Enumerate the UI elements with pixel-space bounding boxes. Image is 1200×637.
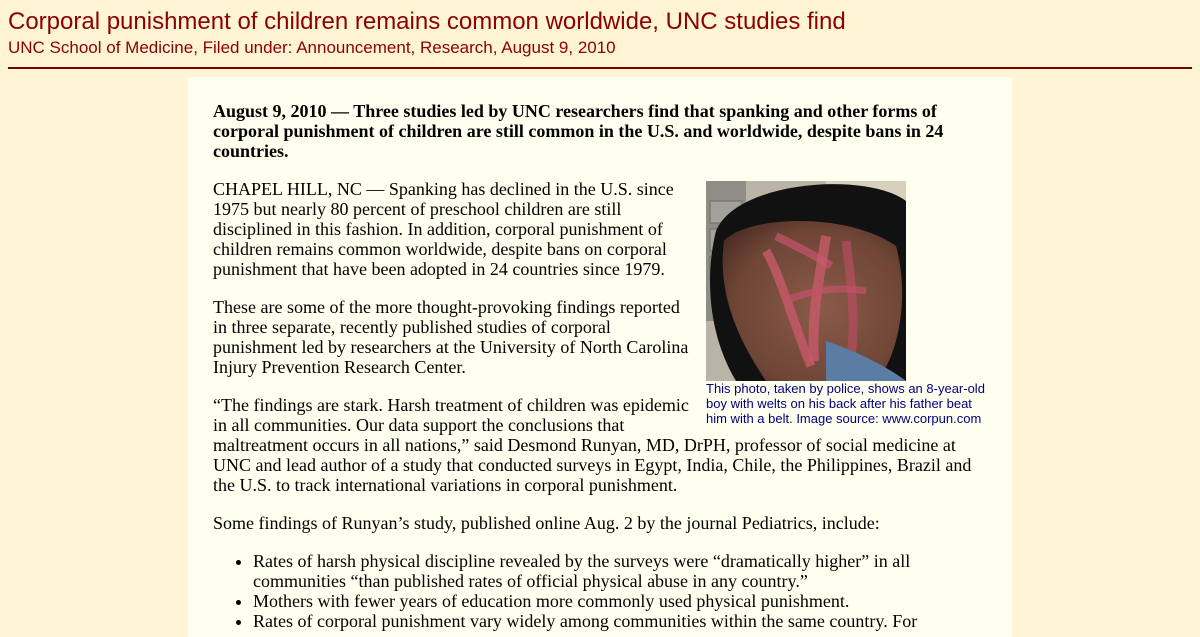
article-lede: August 9, 2010 — Three studies led by UNC researchers find that spanking and other forms of corporal punishment of children are still common in the U.S. and worldwide, despite bans in 24 countries. [213, 101, 944, 161]
header-divider [8, 67, 1192, 69]
list-item: • Mothers with fewer years of education more commonly used physical punishment. [253, 591, 987, 611]
article-paragraph: These are some of the more thought-provoking findings reported in three separate, recently published studies of corporal punishment led by researchers at the University of North Carolina Injury Prevention Research Center. [213, 297, 689, 377]
article-panel [188, 77, 1012, 637]
list-item: • Rates of corporal punishment vary widely among communities within the same country. For [253, 611, 987, 631]
article-body [188, 77, 1012, 631]
page-header [0, 0, 1200, 58]
page-title: Corporal punishment of children remains common worldwide, UNC studies find [8, 8, 846, 35]
photo-caption: This photo, taken by police, shows an 8-year-old boy with welts on his back after his father beat him with a belt. Image source: www.corpun.com [706, 381, 985, 426]
list-item: • Rates of harsh physical discipline revealed by the surveys were “dramatically higher” in all communities “than published rates of official physical abuse in any country.” [253, 551, 987, 591]
findings-list [213, 551, 987, 631]
article-paragraph: “The findings are stark. Harsh treatment of children was epidemic in all communities. Our data support the conclusions that maltreatment occurs in all nations,” said Desmond Runyan, MD, DrPH, professor of social medicine at UNC and lead author of a study that conducted surveys in Egypt, India, Chile, the Philippines, Brazil and the U.S. to track international variations in corporal punishment. [213, 395, 972, 495]
article-paragraph: CHAPEL HILL, NC — Spanking has declined in the U.S. since 1975 but nearly 80 percent of preschool children are still disciplined in this fashion. In addition, corporal punishment of children remains common worldwide, despite bans on corporal punishment that have been adopted in 24 countries since 1979. [213, 179, 674, 279]
byline: UNC School of Medicine, Filed under: Announcement, Research, August 9, 2010 [8, 38, 616, 57]
article-photo [706, 181, 906, 381]
article-figure [706, 181, 992, 426]
article-paragraph: Some findings of Runyan’s study, published online Aug. 2 by the journal Pediatrics, include: [213, 513, 880, 533]
